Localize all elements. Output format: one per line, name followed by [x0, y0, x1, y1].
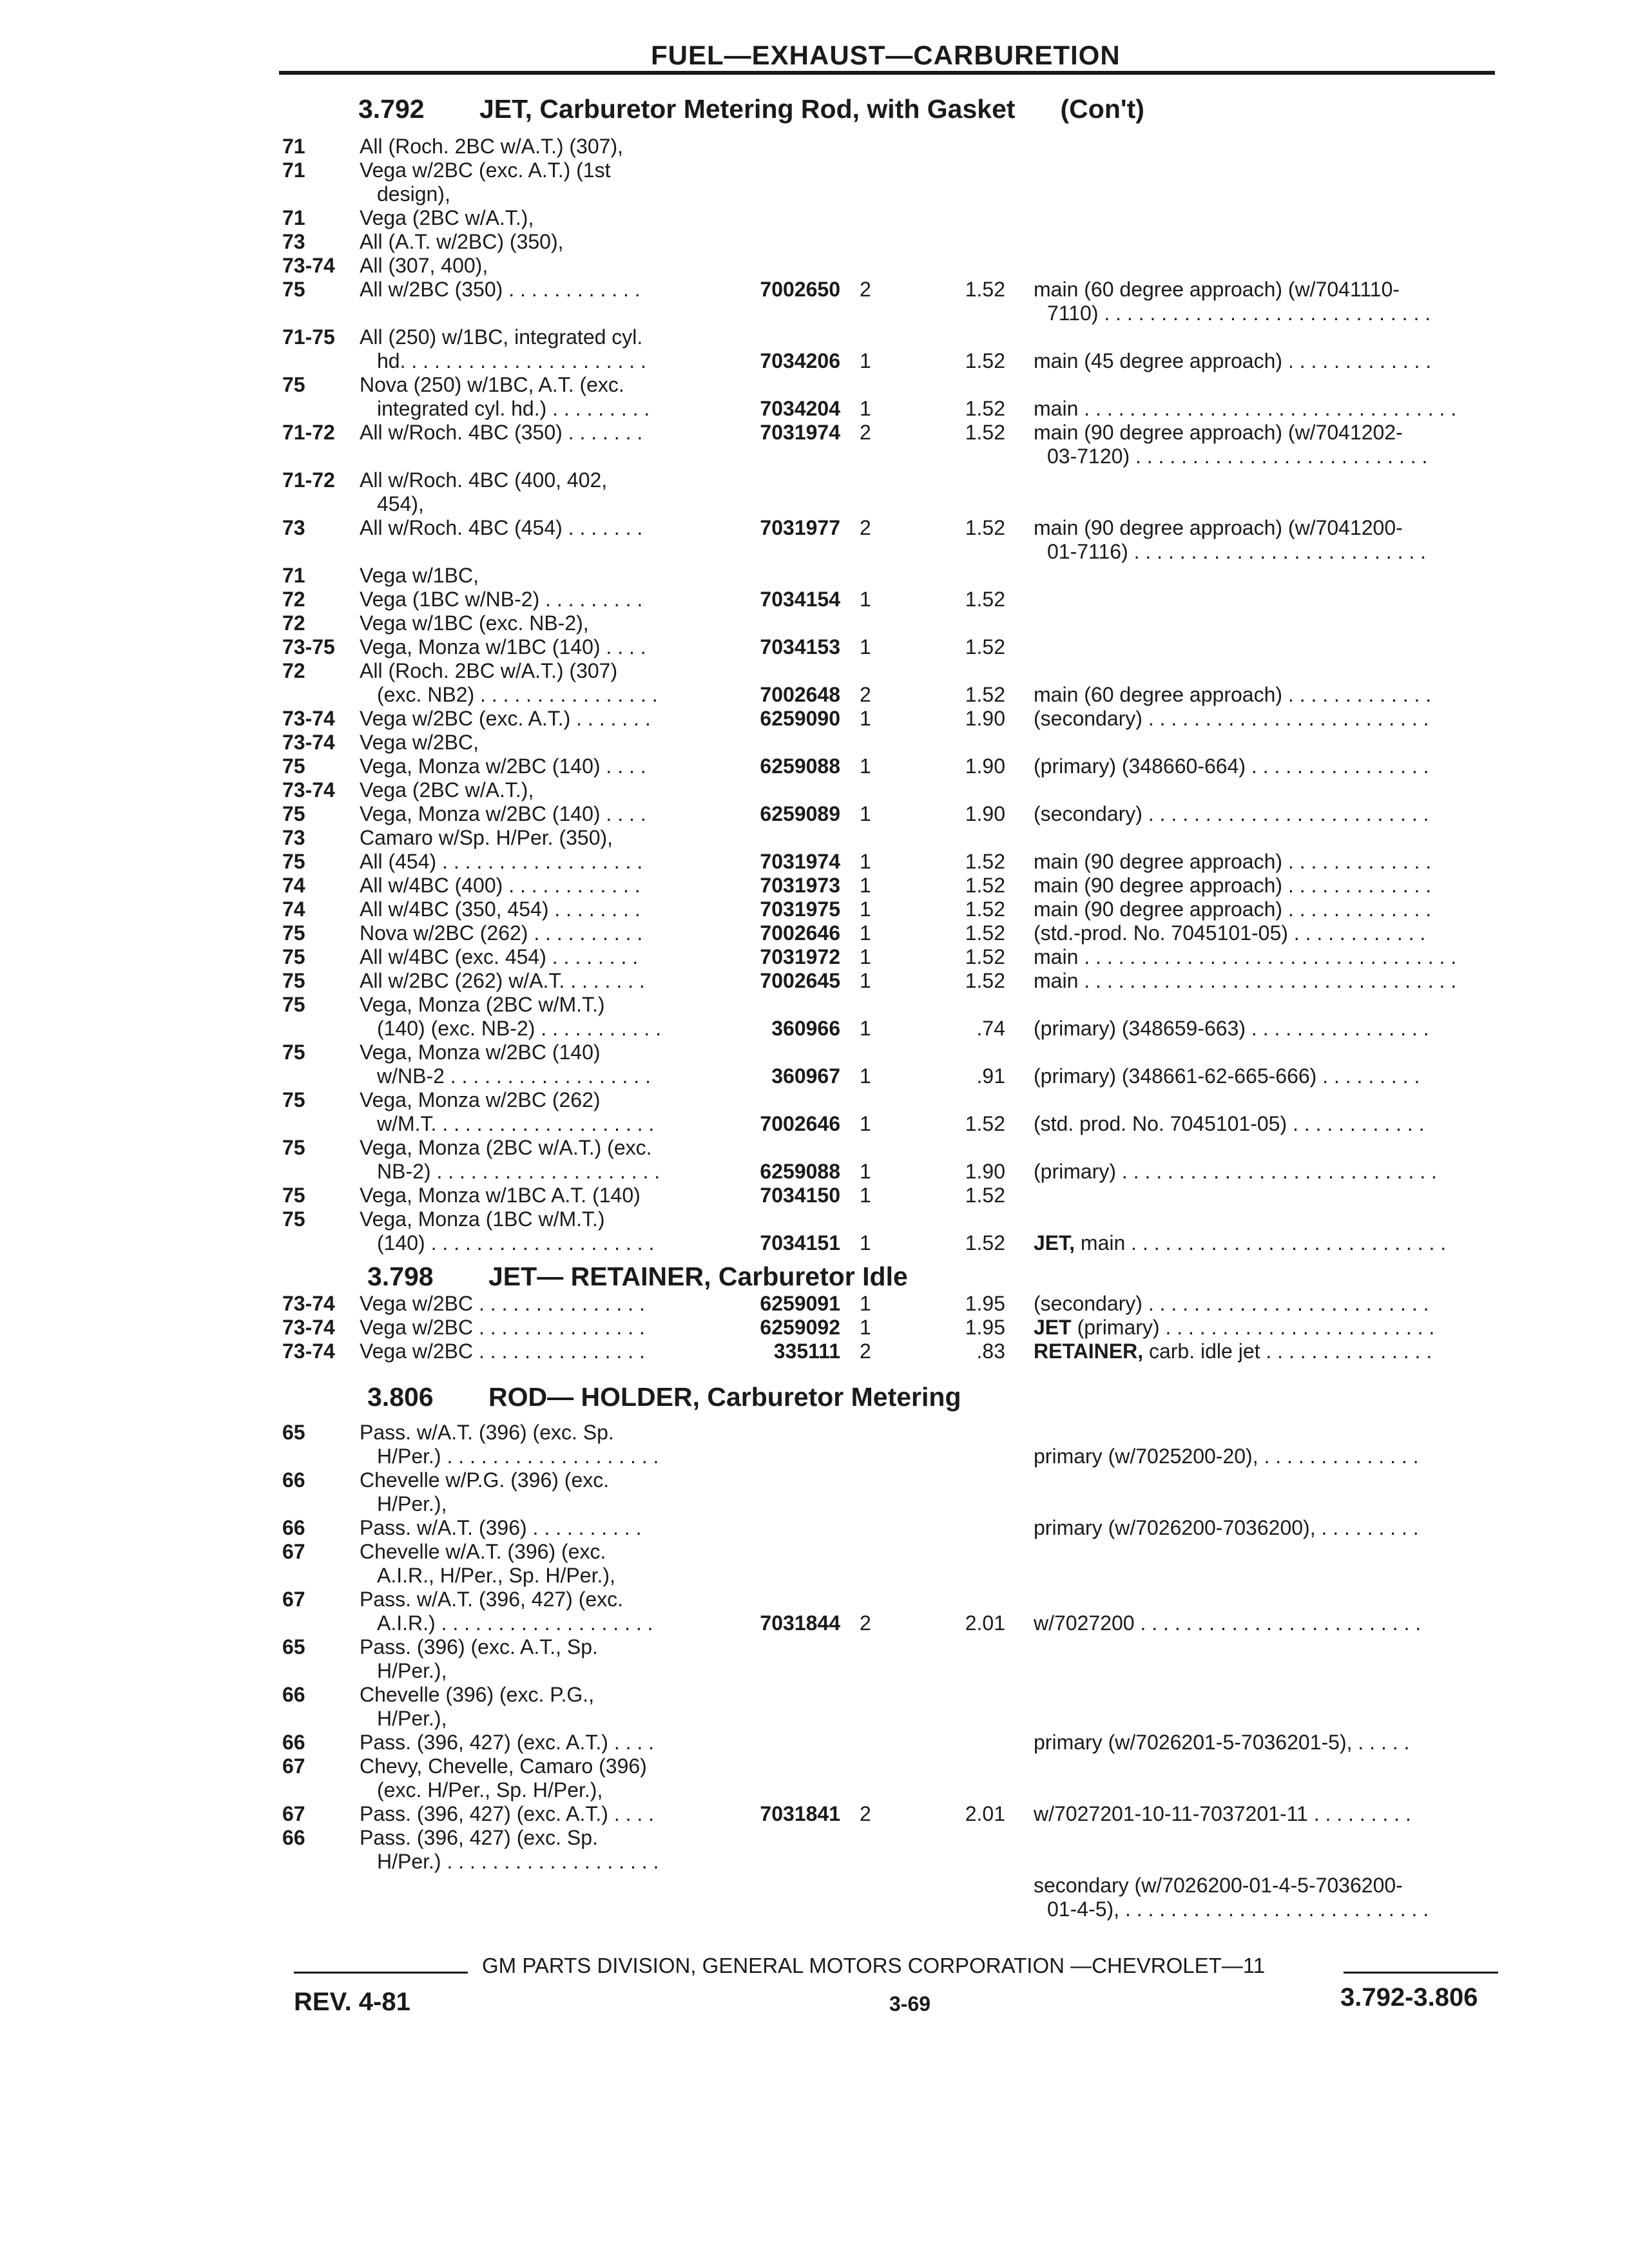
- price: 1.90: [965, 802, 1005, 825]
- price: 1.52: [965, 1184, 1005, 1207]
- section-continued: (Con't): [1060, 94, 1144, 124]
- part-number: 7031841: [760, 1802, 840, 1825]
- section-title: ROD— HOLDER, Carburetor Metering: [488, 1382, 961, 1412]
- application-description: Vega w/2BC (exc. A.T.) . . . . . . .: [360, 707, 651, 730]
- price: 2.01: [965, 1802, 1005, 1825]
- model-year: 73-74: [282, 1292, 335, 1315]
- part-note: [1034, 516, 1403, 540]
- part-name-bold: JET: [1034, 1316, 1072, 1339]
- part-note: [1034, 945, 1456, 969]
- model-year: 73-74: [282, 1316, 335, 1339]
- quantity: 1: [860, 1184, 871, 1207]
- application-description: All (A.T. w/2BC) (350),: [360, 230, 564, 253]
- price: 1.52: [965, 349, 1005, 372]
- application-description: Vega (2BC w/A.T.),: [360, 778, 534, 802]
- model-year: 66: [282, 1468, 305, 1492]
- footer-section-range: 3.792-3.806: [1340, 1983, 1478, 2012]
- note-text: main . . . . . . . . . . . . . . . . . . . . . . . . . . . .: [1075, 1231, 1447, 1254]
- model-year: 72: [282, 611, 305, 635]
- footer-page-number: 3-69: [889, 1992, 931, 2015]
- section-number: 3.806: [367, 1382, 434, 1412]
- note-text: 7110) . . . . . . . . . . . . . . . . . . . . . . . . . . . . .: [1047, 302, 1431, 325]
- application-description: Vega w/2BC . . . . . . . . . . . . . . .: [360, 1316, 645, 1339]
- price: 1.52: [965, 945, 1005, 968]
- quantity: 2: [860, 278, 871, 301]
- part-name-bold: RETAINER,: [1034, 1340, 1144, 1363]
- quantity: 1: [860, 1064, 871, 1088]
- part-note: [1034, 278, 1400, 302]
- model-year: 71: [282, 135, 305, 158]
- application-description: All (307, 400),: [360, 254, 488, 277]
- application-description: Vega w/2BC . . . . . . . . . . . . . . .: [360, 1292, 645, 1315]
- application-description: Vega, Monza (2BC w/M.T.): [360, 993, 605, 1016]
- model-year: 71-72: [282, 468, 335, 492]
- section-heading-3-798: [367, 1262, 908, 1292]
- part-number: 360966: [771, 1017, 840, 1040]
- note-text: main (90 degree approach) . . . . . . . . . . . . .: [1034, 874, 1432, 897]
- note-text: main . . . . . . . . . . . . . . . . . . . . . . . . . . . . . . . . .: [1034, 969, 1457, 992]
- application-description: Nova w/2BC (262) . . . . . . . . . .: [360, 921, 643, 945]
- part-note: [1034, 1112, 1425, 1136]
- section-heading-3-792: [358, 94, 1144, 124]
- note-text: w/7027201-10-11-7037201-11 . . . . . . . . .: [1034, 1802, 1411, 1825]
- part-number: 7031977: [760, 516, 840, 539]
- price: 1.90: [965, 707, 1005, 730]
- model-year: 71: [282, 159, 305, 182]
- application-description: A.I.R., H/Per., Sp. H/Per.),: [377, 1564, 615, 1587]
- application-description: Vega, Monza w/2BC (140) . . . .: [360, 802, 646, 825]
- quantity: 1: [860, 945, 871, 968]
- part-note: [1034, 1731, 1409, 1754]
- part-note: [1034, 1516, 1419, 1540]
- application-description: Pass. w/A.T. (396) . . . . . . . . . .: [360, 1516, 642, 1539]
- note-text: (primary) . . . . . . . . . . . . . . . . . . . . . . . .: [1071, 1316, 1435, 1339]
- model-year: 75: [282, 802, 305, 825]
- model-year: 75: [282, 278, 305, 301]
- model-year: 73-74: [282, 1340, 335, 1363]
- section-number: 3.792: [358, 94, 425, 124]
- model-year: 75: [282, 1041, 305, 1064]
- note-text: main (90 degree approach) (w/7041202-: [1034, 421, 1403, 444]
- quantity: 1: [860, 635, 871, 658]
- application-description: Pass. (396, 427) (exc. A.T.) . . . .: [360, 1731, 655, 1754]
- price: 1.52: [965, 898, 1005, 921]
- model-year: 75: [282, 993, 305, 1016]
- application-description: Pass. (396, 427) (exc. Sp.: [360, 1826, 598, 1849]
- quantity: 2: [860, 516, 871, 539]
- model-year: 75: [282, 1207, 305, 1231]
- part-number: 7002648: [760, 683, 840, 706]
- part-note: [1034, 754, 1429, 778]
- part-number: 7002645: [760, 969, 840, 992]
- application-description: Vega w/2BC (exc. A.T.) (1st: [360, 159, 611, 182]
- quantity: 1: [860, 921, 871, 945]
- price: .91: [976, 1064, 1005, 1088]
- price: .83: [976, 1340, 1005, 1363]
- application-description: All w/Roch. 4BC (350) . . . . . . .: [360, 421, 643, 444]
- part-number: 7034151: [760, 1231, 840, 1254]
- model-year: 75: [282, 945, 305, 968]
- price: 1.52: [965, 516, 1005, 539]
- quantity: 1: [860, 754, 871, 778]
- note-text: main (60 degree approach) (w/7041110-: [1034, 278, 1400, 301]
- model-year: 75: [282, 1088, 305, 1111]
- price: 1.90: [965, 754, 1005, 778]
- footer-division: GM PARTS DIVISION, GENERAL MOTORS CORPORATION —CHEVROLET—11: [482, 1954, 1266, 1977]
- application-description: Chevelle w/A.T. (396) (exc.: [360, 1540, 606, 1563]
- note-text: 03-7120) . . . . . . . . . . . . . . . . . . . . . . . . . .: [1047, 445, 1428, 468]
- footer-rule-right: [1344, 1972, 1498, 1974]
- application-description: Camaro w/Sp. H/Per. (350),: [360, 826, 613, 849]
- application-description: Pass. w/A.T. (396) (exc. Sp.: [360, 1421, 614, 1444]
- price: 1.52: [965, 969, 1005, 992]
- model-year: 75: [282, 1136, 305, 1159]
- quantity: 1: [860, 707, 871, 730]
- model-year: 73: [282, 516, 305, 539]
- application-description: H/Per.) . . . . . . . . . . . . . . . . . . .: [377, 1850, 659, 1873]
- model-year: 72: [282, 588, 305, 611]
- model-year: 73-74: [282, 707, 335, 730]
- note-text: (primary) (348659-663) . . . . . . . . . . . . . . . .: [1034, 1017, 1429, 1040]
- part-number: 7002650: [760, 278, 840, 301]
- part-number: 6259092: [760, 1316, 840, 1339]
- part-number: 7034204: [760, 397, 840, 420]
- model-year: 75: [282, 373, 305, 396]
- application-description: All (250) w/1BC, integrated cyl.: [360, 325, 643, 349]
- price: 1.90: [965, 1160, 1005, 1183]
- part-number: 7031975: [760, 898, 840, 921]
- model-year: 66: [282, 1826, 305, 1849]
- part-note: [1034, 707, 1429, 731]
- part-number: 7031972: [760, 945, 840, 968]
- note-text: primary (w/7026200-7036200), . . . . . . . . .: [1034, 1516, 1419, 1539]
- application-description: H/Per.) . . . . . . . . . . . . . . . . . . .: [377, 1445, 659, 1468]
- part-number: 7034154: [760, 588, 840, 611]
- application-description: Vega, Monza w/2BC (262): [360, 1088, 601, 1111]
- price: 1.52: [965, 397, 1005, 420]
- note-text: secondary (w/7026200-01-4-5-7036200-: [1034, 1874, 1403, 1897]
- part-number: 6259089: [760, 802, 840, 825]
- application-description: Vega, Monza w/2BC (140) . . . .: [360, 754, 646, 778]
- model-year: 67: [282, 1588, 305, 1611]
- part-note: [1034, 397, 1456, 421]
- application-description: Vega w/1BC (exc. NB-2),: [360, 611, 589, 635]
- model-year: 73: [282, 826, 305, 849]
- note-text: main (60 degree approach) . . . . . . . . . . . . .: [1034, 683, 1432, 706]
- application-description: w/NB-2 . . . . . . . . . . . . . . . . . .: [377, 1064, 651, 1088]
- application-description: Pass. (396) (exc. A.T., Sp.: [360, 1635, 598, 1658]
- part-note: [1034, 874, 1431, 898]
- note-text: 01-7116) . . . . . . . . . . . . . . . . . . . . . . . . . .: [1047, 540, 1427, 563]
- application-description: Vega, Monza (1BC w/M.T.): [360, 1207, 605, 1231]
- price: 1.52: [965, 278, 1005, 301]
- note-text: (primary) (348661-62-665-666) . . . . . . . . .: [1034, 1064, 1420, 1088]
- model-year: 75: [282, 921, 305, 945]
- price: 1.52: [965, 874, 1005, 897]
- section-title: JET— RETAINER, Carburetor Idle: [488, 1262, 908, 1291]
- model-year: 75: [282, 850, 305, 873]
- price: 1.52: [965, 850, 1005, 873]
- part-note: [1034, 683, 1431, 707]
- part-note: [1034, 1160, 1437, 1184]
- model-year: 71: [282, 206, 305, 229]
- note-text: (primary) (348660-664) . . . . . . . . . . . . . . . .: [1034, 754, 1429, 778]
- model-year: 73-75: [282, 635, 335, 658]
- model-year: 71-75: [282, 325, 335, 349]
- part-number: 7031974: [760, 421, 840, 444]
- application-description: All w/4BC (350, 454) . . . . . . . .: [360, 898, 641, 921]
- application-description: design),: [377, 182, 450, 206]
- model-year: 66: [282, 1516, 305, 1539]
- part-note: [1034, 1445, 1419, 1468]
- note-text: main (45 degree approach) . . . . . . . . . . . . .: [1034, 349, 1432, 372]
- model-year: 73-74: [282, 254, 335, 277]
- application-description: All (Roch. 2BC w/A.T.) (307),: [360, 135, 623, 158]
- application-description: Chevelle (396) (exc. P.G.,: [360, 1683, 595, 1706]
- model-year: 66: [282, 1683, 305, 1706]
- price: 1.52: [965, 1231, 1005, 1254]
- part-number: 360967: [771, 1064, 840, 1088]
- application-description: Vega (2BC w/A.T.),: [360, 206, 534, 229]
- price: 1.95: [965, 1292, 1005, 1315]
- quantity: 1: [860, 898, 871, 921]
- quantity: 2: [860, 1802, 871, 1825]
- application-description: All w/Roch. 4BC (454) . . . . . . .: [360, 516, 643, 539]
- quantity: 1: [860, 850, 871, 873]
- model-year: 73: [282, 230, 305, 253]
- note-text: (primary) . . . . . . . . . . . . . . . . . . . . . . . . . . . .: [1034, 1160, 1437, 1183]
- application-description: Pass. (396, 427) (exc. A.T.) . . . .: [360, 1802, 655, 1825]
- application-description: 454),: [377, 492, 424, 515]
- quantity: 1: [860, 1017, 871, 1040]
- note-text: (std. prod. No. 7045101-05) . . . . . . . . . . . .: [1034, 1112, 1425, 1135]
- model-year: 73-74: [282, 731, 335, 754]
- application-description: H/Per.),: [377, 1492, 447, 1515]
- application-description: (exc. NB2) . . . . . . . . . . . . . . . .: [377, 683, 658, 706]
- part-note: [1034, 921, 1425, 945]
- quantity: 1: [860, 874, 871, 897]
- part-note: [1034, 1340, 1432, 1363]
- part-name-bold: JET,: [1034, 1231, 1075, 1254]
- model-year: 71: [282, 564, 305, 587]
- price: 1.52: [965, 421, 1005, 444]
- quantity: 1: [860, 969, 871, 992]
- price: 1.52: [965, 635, 1005, 658]
- note-text: (secondary) . . . . . . . . . . . . . . . . . . . . . . . . .: [1034, 1292, 1429, 1315]
- part-note: [1034, 1802, 1411, 1826]
- price: 1.95: [965, 1316, 1005, 1339]
- note-text: (secondary) . . . . . . . . . . . . . . . . . . . . . . . . .: [1034, 707, 1429, 730]
- part-number: 6259090: [760, 707, 840, 730]
- note-text: main (90 degree approach) . . . . . . . . . . . . .: [1034, 898, 1432, 921]
- model-year: 75: [282, 1184, 305, 1207]
- part-note: [1047, 1898, 1429, 1921]
- footer-rule-left: [294, 1972, 468, 1974]
- quantity: 2: [860, 421, 871, 444]
- price: 1.52: [965, 1112, 1005, 1135]
- part-number: 7031973: [760, 874, 840, 897]
- note-text: main . . . . . . . . . . . . . . . . . . . . . . . . . . . . . . . . .: [1034, 397, 1457, 420]
- part-note: [1034, 1611, 1421, 1635]
- quantity: 1: [860, 802, 871, 825]
- application-description: (140) (exc. NB-2) . . . . . . . . . . .: [377, 1017, 661, 1040]
- application-description: integrated cyl. hd.) . . . . . . . . .: [377, 397, 650, 420]
- model-year: 67: [282, 1802, 305, 1825]
- application-description: Vega (1BC w/NB-2) . . . . . . . . .: [360, 588, 643, 611]
- part-number: 7031974: [760, 850, 840, 873]
- section-title: JET, Carburetor Metering Rod, with Gasket: [479, 94, 1016, 124]
- application-description: (exc. H/Per., Sp. H/Per.),: [377, 1778, 603, 1802]
- price: .74: [976, 1017, 1005, 1040]
- part-note: [1034, 1292, 1429, 1316]
- model-year: 67: [282, 1540, 305, 1563]
- price: 1.52: [965, 921, 1005, 945]
- part-note: [1034, 1316, 1434, 1340]
- part-number: 6259088: [760, 1160, 840, 1183]
- application-description: Nova (250) w/1BC, A.T. (exc.: [360, 373, 624, 396]
- application-description: Vega w/1BC,: [360, 564, 479, 587]
- application-description: All w/4BC (exc. 454) . . . . . . . .: [360, 945, 639, 968]
- page-header-title: FUEL—EXHAUST—CARBURETION: [651, 40, 1121, 70]
- model-year: 74: [282, 898, 305, 921]
- part-note: [1047, 445, 1427, 468]
- application-description: Vega w/2BC . . . . . . . . . . . . . . .: [360, 1340, 645, 1363]
- part-note: [1034, 850, 1431, 874]
- part-number: 7031844: [760, 1611, 840, 1635]
- part-note: [1034, 1231, 1446, 1255]
- application-description: All (Roch. 2BC w/A.T.) (307): [360, 659, 618, 682]
- application-description: H/Per.),: [377, 1707, 447, 1730]
- note-text: primary (w/7025200-20), . . . . . . . . . . . . . .: [1034, 1445, 1419, 1468]
- part-note: [1047, 540, 1426, 564]
- section-heading-3-806: [367, 1382, 961, 1412]
- model-year: 72: [282, 659, 305, 682]
- part-note: [1034, 898, 1431, 921]
- quantity: 2: [860, 1611, 871, 1635]
- note-text: main . . . . . . . . . . . . . . . . . . . . . . . . . . . . . . . . .: [1034, 945, 1457, 968]
- application-description: All w/4BC (400) . . . . . . . . . . . .: [360, 874, 641, 897]
- application-description: All (454) . . . . . . . . . . . . . . . . . .: [360, 850, 643, 873]
- application-description: Vega, Monza w/2BC (140): [360, 1041, 601, 1064]
- note-text: 01-4-5), . . . . . . . . . . . . . . . . . . . . . . . . . . .: [1047, 1898, 1429, 1921]
- model-year: 74: [282, 874, 305, 897]
- quantity: 1: [860, 1316, 871, 1339]
- application-description: All w/2BC (350) . . . . . . . . . . . .: [360, 278, 641, 301]
- part-number: 6259091: [760, 1292, 840, 1315]
- application-description: w/M.T. . . . . . . . . . . . . . . . . . . .: [377, 1112, 655, 1135]
- model-year: 65: [282, 1421, 305, 1444]
- application-description: H/Per.),: [377, 1659, 447, 1682]
- part-note: [1034, 349, 1431, 373]
- part-number: 7002646: [760, 1112, 840, 1135]
- part-number: 6259088: [760, 754, 840, 778]
- application-description: Vega, Monza w/1BC (140) . . . .: [360, 635, 646, 658]
- note-text: main (90 degree approach) . . . . . . . . . . . . .: [1034, 850, 1432, 873]
- model-year: 66: [282, 1731, 305, 1754]
- part-note: [1034, 969, 1456, 993]
- part-note: [1034, 1874, 1403, 1898]
- note-text: (secondary) . . . . . . . . . . . . . . . . . . . . . . . . .: [1034, 802, 1429, 825]
- quantity: 1: [860, 1231, 871, 1254]
- application-description: (140) . . . . . . . . . . . . . . . . . . . .: [377, 1231, 655, 1254]
- quantity: 1: [860, 397, 871, 420]
- model-year: 65: [282, 1635, 305, 1658]
- model-year: 75: [282, 969, 305, 992]
- application-description: Vega w/2BC,: [360, 731, 479, 754]
- application-description: A.I.R.) . . . . . . . . . . . . . . . . . . .: [377, 1611, 653, 1635]
- application-description: Chevy, Chevelle, Camaro (396): [360, 1754, 647, 1778]
- part-note: [1034, 1064, 1420, 1088]
- quantity: 2: [860, 1340, 871, 1363]
- part-note: [1034, 421, 1403, 445]
- footer-revision: REV. 4-81: [294, 1988, 410, 2016]
- quantity: 1: [860, 1112, 871, 1135]
- application-description: Chevelle w/P.G. (396) (exc.: [360, 1468, 610, 1492]
- price: 2.01: [965, 1611, 1005, 1635]
- model-year: 73-74: [282, 778, 335, 802]
- price: 1.52: [965, 588, 1005, 611]
- note-text: main (90 degree approach) (w/7041200-: [1034, 516, 1403, 539]
- model-year: 67: [282, 1754, 305, 1778]
- part-number: 7002646: [760, 921, 840, 945]
- quantity: 1: [860, 349, 871, 372]
- application-description: Pass. w/A.T. (396, 427) (exc.: [360, 1588, 624, 1611]
- application-description: Vega, Monza (2BC w/A.T.) (exc.: [360, 1136, 652, 1159]
- application-description: All w/2BC (262) w/A.T. . . . . . . .: [360, 969, 645, 992]
- note-text: (std.-prod. No. 7045101-05) . . . . . . . . . . . .: [1034, 921, 1426, 945]
- quantity: 1: [860, 588, 871, 611]
- part-number: 335111: [773, 1340, 840, 1363]
- section-number: 3.798: [367, 1262, 434, 1291]
- model-year: 75: [282, 754, 305, 778]
- note-text: primary (w/7026201-5-7036201-5), . . . . .: [1034, 1731, 1410, 1754]
- note-text: w/7027200 . . . . . . . . . . . . . . . . . . . . . . . . .: [1034, 1611, 1422, 1635]
- application-description: hd. . . . . . . . . . . . . . . . . . . . . .: [377, 349, 646, 372]
- quantity: 1: [860, 1292, 871, 1315]
- part-number: 7034153: [760, 635, 840, 658]
- application-description: Vega, Monza w/1BC A.T. (140): [360, 1184, 641, 1207]
- price: 1.52: [965, 683, 1005, 706]
- quantity: 2: [860, 683, 871, 706]
- header-rule: [279, 71, 1495, 75]
- note-text: carb. idle jet . . . . . . . . . . . . . . .: [1143, 1340, 1432, 1363]
- quantity: 1: [860, 1160, 871, 1183]
- part-note: [1034, 802, 1429, 826]
- model-year: 71-72: [282, 421, 335, 444]
- part-note: [1047, 302, 1431, 325]
- application-description: NB-2) . . . . . . . . . . . . . . . . . . . .: [377, 1160, 660, 1183]
- part-number: 7034150: [760, 1184, 840, 1207]
- part-number: 7034206: [760, 349, 840, 372]
- application-description: All w/Roch. 4BC (400, 402,: [360, 468, 608, 492]
- part-note: [1034, 1017, 1429, 1041]
